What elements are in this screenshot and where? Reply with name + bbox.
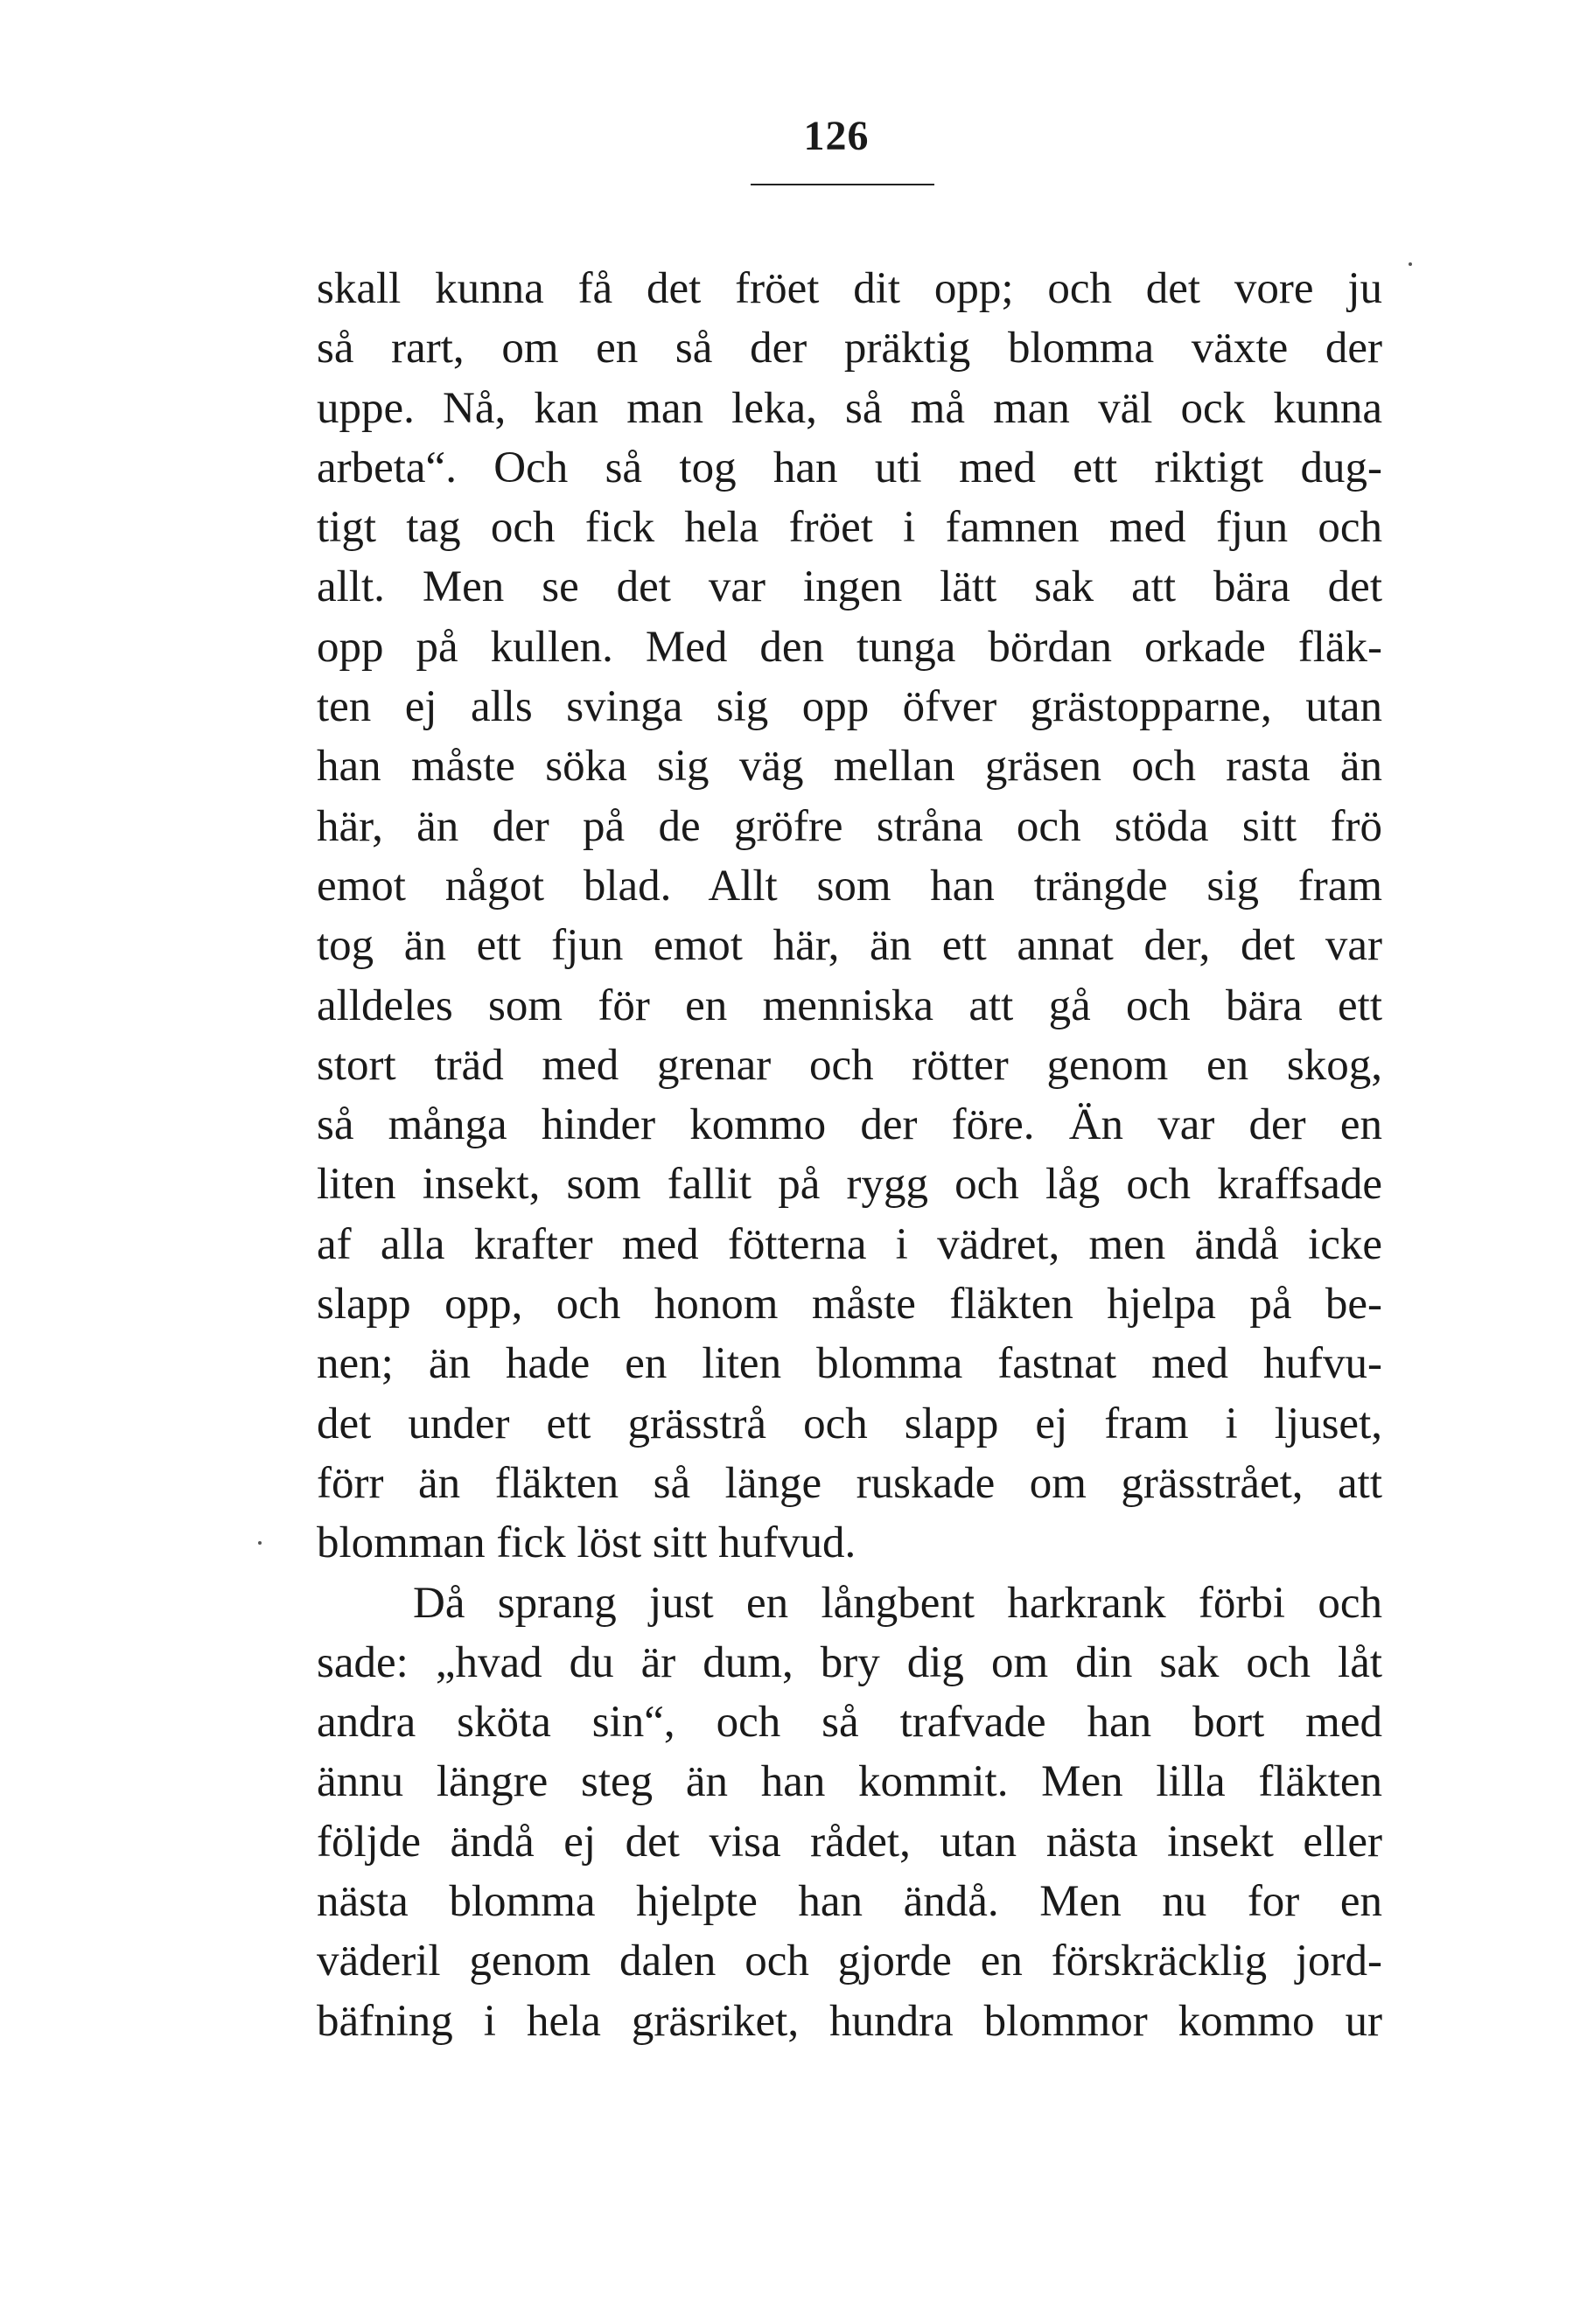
text-line: alldeles som för en menniska att gå och bära ett [317, 981, 1382, 1030]
text-line: opp på kullen. Med den tunga bördan orkade fläk- [317, 622, 1382, 672]
text-line: tog än ett fjun emot här, än ett annat der, det var [317, 921, 1382, 971]
text-line: arbeta“. Och så tog han uti med ett riktigt dug- [317, 443, 1382, 492]
text-line: andra sköta sin“, och så trafvade han bort med [317, 1698, 1382, 1748]
text-line: allt. Men se det var ingen lätt sak att bära det [317, 562, 1382, 612]
text-line: så rart, om en så der präktig blomma växte der [317, 324, 1382, 373]
text-line: följde ändå ej det visa rådet, utan nästa insekt eller [317, 1817, 1382, 1867]
print-speck [1409, 262, 1412, 266]
text-line: sade: „hvad du är dum, bry dig om din sak och låt [317, 1637, 1382, 1687]
text-line: Då sprang just en långbent harkrank förbi och [413, 1578, 1382, 1628]
text-line: nästa blomma hjelpte han ändå. Men nu for en [317, 1877, 1382, 1927]
text-line: han måste söka sig väg mellan gräsen och rasta än [317, 742, 1382, 792]
text-line: förr än fläkten så länge ruskade om grässtrået, att [317, 1458, 1382, 1508]
text-line: emot något blad. Allt som han trängde sig fram [317, 861, 1382, 911]
text-line: af alla krafter med fötterna i vädret, men ändå icke [317, 1219, 1382, 1269]
paragraph-2 [317, 1574, 1382, 2051]
text-line: blomman fick löst sitt hufvud. [317, 1518, 856, 1568]
text-line: skall kunna få det fröet dit opp; och det vore ju [317, 264, 1382, 313]
text-line: ten ej alls svinga sig opp öfver grästopparne, utan [317, 682, 1382, 732]
text-line: här, än der på de gröfre stråna och stöda sitt frö [317, 801, 1382, 851]
text-line: bäfning i hela gräsriket, hundra blommor kommo ur [317, 1996, 1382, 2046]
text-line: så många hinder kommo der före. Än var der en [317, 1100, 1382, 1150]
header-rule [751, 184, 934, 185]
text-line: uppe. Nå, kan man leka, så må man väl ock kunna [317, 383, 1382, 433]
text-line: det under ett grässtrå och slapp ej fram i ljuset, [317, 1399, 1382, 1448]
print-speck [258, 1541, 262, 1545]
text-line: slapp opp, och honom måste fläkten hjelpa på be- [317, 1280, 1382, 1329]
text-line: ännu längre steg än han kommit. Men lilla fläkten [317, 1757, 1382, 1807]
body-text [317, 259, 1382, 2051]
paragraph-1 [317, 259, 1382, 1574]
text-line: liten insekt, som fallit på rygg och låg och kraffsade [317, 1160, 1382, 1210]
page-number: 126 [803, 113, 870, 159]
text-line: tigt tag och fick hela fröet i famnen med fjun och [317, 503, 1382, 553]
text-line: väderil genom dalen och gjorde en förskräcklig jord- [317, 1937, 1382, 1986]
text-line: nen; än hade en liten blomma fastnat med hufvu- [317, 1339, 1382, 1389]
text-line: stort träd med grenar och rötter genom en skog, [317, 1040, 1382, 1090]
